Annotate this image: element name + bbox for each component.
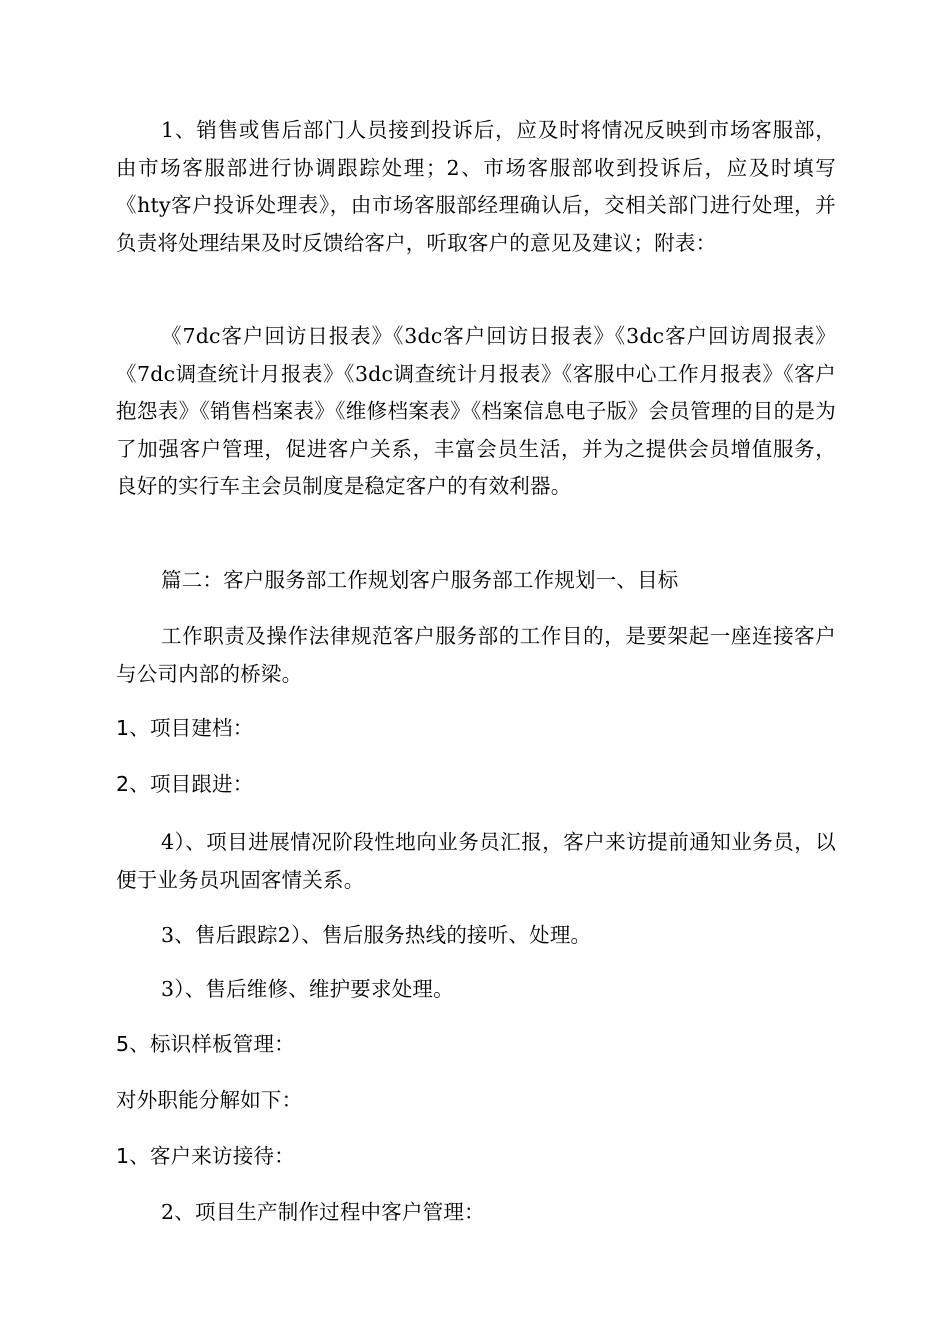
paragraph-customer-reception: 1、客户来访接待： <box>116 1144 295 1168</box>
paragraph-report-list: 《7dc客户回访日报表》《3dc客户回访日报表》《3dc客户回访周报表》《7dc调查统计月报表》《3dc调查统计月报表》《客服中心工作月报表》《客户抱怨表》《销售档案表》《维修档案表》《档案信息电子版》会员管理的目的是为了加强客户管理，促进客户关系，丰富会员生活，并为之提供会员增值服务，良好的实行车主会员制度是稳定客户的有效利器。 <box>116 324 836 498</box>
paragraph-after-sales-repair: 3）、售后维修、维护要求处理。 <box>161 977 454 1001</box>
paragraph-section-two-title: 篇二：客户服务部工作规划客户服务部工作规划一、目标 <box>161 568 679 592</box>
paragraph-complaint-process: 1、销售或售后部门人员接到投诉后，应及时将情况反映到市场客服部，由市场客服部进行协调跟踪处理；2、市场客服部收到投诉后，应及时填写《hty客户投诉处理表》，由市场客服部经理确认后，交相关部门进行处理，并负责将处理结果及时反馈给客户，听取客户的意见及建议；附表： <box>116 118 836 255</box>
paragraph-progress-report: 4）、项目进展情况阶段性地向业务员汇报，客户来访提前通知业务员，以便于业务员巩固客情关系。 <box>116 830 836 892</box>
paragraph-production-customer-management: 2、项目生产制作过程中客户管理： <box>161 1200 485 1224</box>
paragraph-project-filing: 1、项目建档： <box>116 716 254 740</box>
paragraph-project-follow-up: 2、项目跟进： <box>116 772 254 796</box>
paragraph-sample-management: 5、标识样板管理： <box>116 1032 295 1056</box>
paragraph-after-sales-tracking: 3、售后跟踪2）、售后服务热线的接听、处理。 <box>161 923 592 947</box>
paragraph-duties: 工作职责及操作法律规范客户服务部的工作目的，是要架起一座连接客户与公司内部的桥梁。 <box>116 624 836 686</box>
paragraph-external-functions: 对外职能分解如下： <box>116 1088 303 1112</box>
